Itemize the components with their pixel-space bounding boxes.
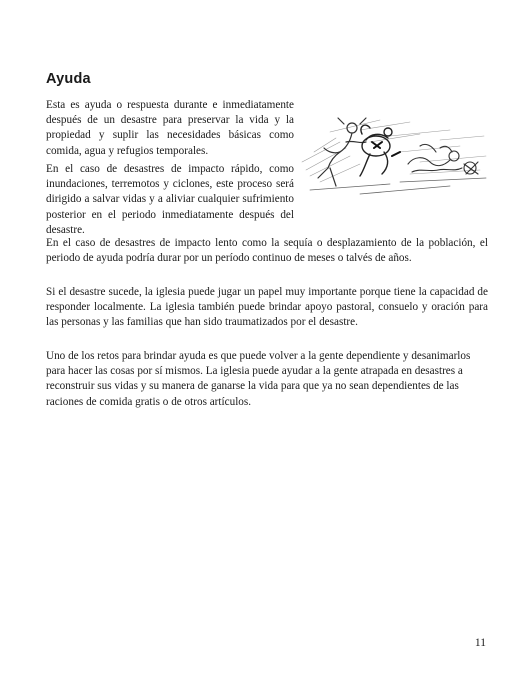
page-number: 11 <box>474 637 486 649</box>
paragraph-challenges: Uno de los retos para brindar ayuda es que puede volver a la gente dependiente y desanimarlos para hacer las cosas por sí mismos. La iglesia puede ayudar a la gente atrapada en desastres a reconstruir sus vidas y su manera de ganarse la vida para que ya no sean dependientes de las raciones de comida gratis o de otros artículos. <box>46 350 471 408</box>
paragraph-rapid-impact: En el caso de desastres de impacto rápido, como inundaciones, terremotos y ciclones, este proceso será dirigido a salvar vidas y a aliviar cualquier sufrimiento posterior en el periodo inmediatamente después del desastre. <box>46 163 294 236</box>
paragraph-definition: Esta es ayuda o respuesta durante e inmediatamente después de un desastre para preservar la vida y la propiedad y suplir las necesidades básicas como comida, agua y refugios temporales. <box>46 99 294 157</box>
paragraph-slow-impact: En el caso de desastres de impacto lento como la sequía o desplazamiento de la población, el periodo de ayuda podría durar por un período continuo de meses o talvés de años. <box>46 237 488 265</box>
section-title: Ayuda <box>46 71 91 87</box>
paragraph-church-role: Si el desastre sucede, la iglesia puede jugar un papel muy importante porque tiene la capacidad de responder localmente. La iglesia también puede brindar apoyo pastoral, consuelo y oración para las personas y las familias que han sido traumatizados por el desastre. <box>46 286 488 329</box>
rescue-sketch-illustration <box>300 112 492 200</box>
